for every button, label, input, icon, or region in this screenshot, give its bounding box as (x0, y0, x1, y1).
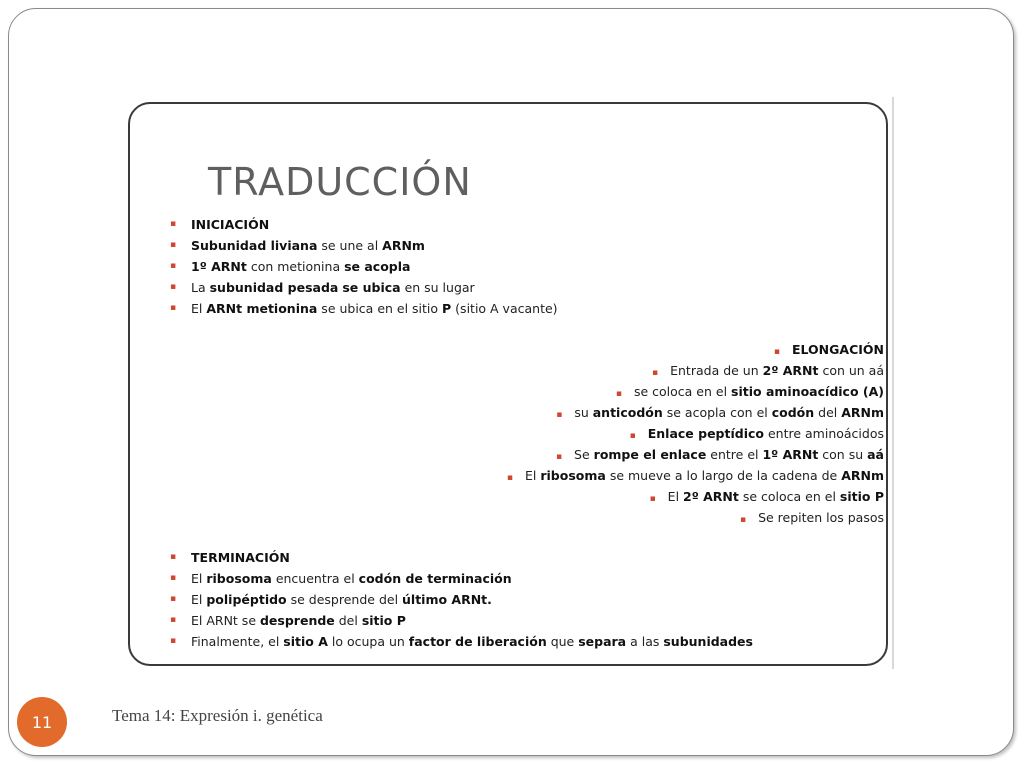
text: El (667, 489, 684, 504)
bold-text: sitio A (283, 634, 328, 649)
bold-text: 2º ARNt (683, 489, 739, 504)
bold-text: sitio P (361, 613, 406, 628)
bold-text: Enlace peptídico (647, 426, 764, 441)
text: El (191, 301, 207, 316)
text: en su lugar (400, 280, 475, 295)
bullet-icon: ▪ (556, 410, 563, 420)
bold-text: ARNm (841, 405, 884, 420)
list-item (170, 610, 753, 631)
bold-text: codón de terminación (358, 571, 512, 586)
text: del (334, 613, 362, 628)
list-iniciacion (170, 214, 558, 319)
text: se desprende del (286, 592, 403, 607)
list-item (507, 486, 884, 507)
bullet-icon: ▪ (170, 282, 177, 292)
list-item (170, 277, 558, 298)
bullet-icon: ▪ (170, 552, 177, 562)
bullet-icon: ▪ (170, 261, 177, 271)
bold-text: INICIACIÓN (191, 217, 270, 232)
text: se ubica en el sitio (317, 301, 443, 316)
list-item (170, 256, 558, 277)
list-item (170, 214, 558, 235)
text: se coloca en el (738, 489, 840, 504)
bold-text: subunidades (663, 634, 753, 649)
list-item (507, 339, 884, 360)
text: La (191, 280, 210, 295)
text: del (814, 405, 842, 420)
list-elongacion (507, 339, 884, 528)
list-item (170, 547, 753, 568)
bold-text: se ubica (342, 280, 401, 295)
text: se coloca en el (633, 384, 732, 399)
bullet-icon: ▪ (170, 594, 177, 604)
list-item (170, 298, 558, 319)
bold-text: se acopla (344, 259, 411, 274)
bullet-icon: ▪ (629, 431, 636, 441)
text: lo ocupa un (327, 634, 409, 649)
bold-text: desprende (259, 613, 335, 628)
text: Se (574, 447, 594, 462)
text: (sitio A vacante) (451, 301, 558, 316)
text: se mueve a lo largo de la cadena de (605, 468, 842, 483)
text: El (191, 571, 207, 586)
bullet-icon: ▪ (170, 240, 177, 250)
bold-text: anticodón (592, 405, 663, 420)
bullet-icon: ▪ (652, 368, 659, 378)
text: Se repiten los pasos (758, 510, 884, 525)
bullet-icon: ▪ (170, 573, 177, 583)
text: Finalmente, el (191, 634, 284, 649)
bullet-icon: ▪ (170, 615, 177, 625)
text: con metionina (246, 259, 345, 274)
bold-text: ELONGACIÓN (792, 342, 884, 357)
bold-text: rompe el enlace (593, 447, 707, 462)
bold-text: subunidad pesada (209, 280, 339, 295)
bullet-icon: ▪ (170, 219, 177, 229)
text: se acopla con el (662, 405, 772, 420)
bullet-icon: ▪ (773, 347, 780, 357)
text: El ARNt se (191, 613, 260, 628)
bold-text: sitio aminoacídico (A) (731, 384, 884, 399)
footer-text: Tema 14: Expresión i. genética (112, 706, 323, 725)
text: se une al (317, 238, 383, 253)
bold-text: polipéptido (206, 592, 287, 607)
slide-title: TRADUCCIÓN (208, 160, 472, 204)
text: Entrada de un (670, 363, 763, 378)
bullet-icon: ▪ (615, 389, 622, 399)
bold-text: último ARNt. (402, 592, 492, 607)
bullet-icon: ▪ (506, 473, 513, 483)
bold-text: ribosoma (540, 468, 606, 483)
bullet-icon: ▪ (170, 303, 177, 313)
list-item (170, 589, 753, 610)
bold-text: ribosoma (206, 571, 272, 586)
bold-text: ARNt metionina (206, 301, 318, 316)
list-item (507, 444, 884, 465)
text: entre aminoácidos (764, 426, 884, 441)
text: encuentra el (271, 571, 359, 586)
list-item (170, 631, 753, 652)
text: con su (818, 447, 868, 462)
list-item (507, 465, 884, 486)
text: con un aá (818, 363, 884, 378)
bold-text: 2º ARNt (762, 363, 819, 378)
list-item (170, 568, 753, 589)
text: El (191, 592, 207, 607)
list-item (507, 360, 884, 381)
bold-text: 1º ARNt (762, 447, 819, 462)
bold-text: aá (867, 447, 884, 462)
text: su (574, 405, 593, 420)
list-terminacion (170, 547, 753, 652)
bold-text: Subunidad liviana (191, 238, 318, 253)
bold-text: codón (771, 405, 815, 420)
list-item (507, 381, 884, 402)
bold-text: factor de liberación (408, 634, 547, 649)
bullet-icon: ▪ (170, 636, 177, 646)
list-item (170, 235, 558, 256)
text: El (525, 468, 541, 483)
list-item (507, 423, 884, 444)
bullet-icon: ▪ (649, 494, 656, 504)
panel-edge-line (892, 97, 894, 669)
bold-text: separa (578, 634, 627, 649)
list-item (507, 507, 884, 528)
page-number-badge: 11 (17, 697, 67, 747)
bold-text: ARNm (382, 238, 425, 253)
text: entre el (706, 447, 763, 462)
text: a las (626, 634, 664, 649)
list-item (507, 402, 884, 423)
bold-text: sitio P (839, 489, 884, 504)
bold-text: TERMINACIÓN (191, 550, 290, 565)
bullet-icon: ▪ (739, 515, 747, 525)
bold-text: 1º ARNt (191, 259, 247, 274)
bold-text: ARNm (841, 468, 884, 483)
bold-text: P (442, 301, 452, 316)
text: que (546, 634, 579, 649)
bullet-icon: ▪ (555, 452, 563, 462)
